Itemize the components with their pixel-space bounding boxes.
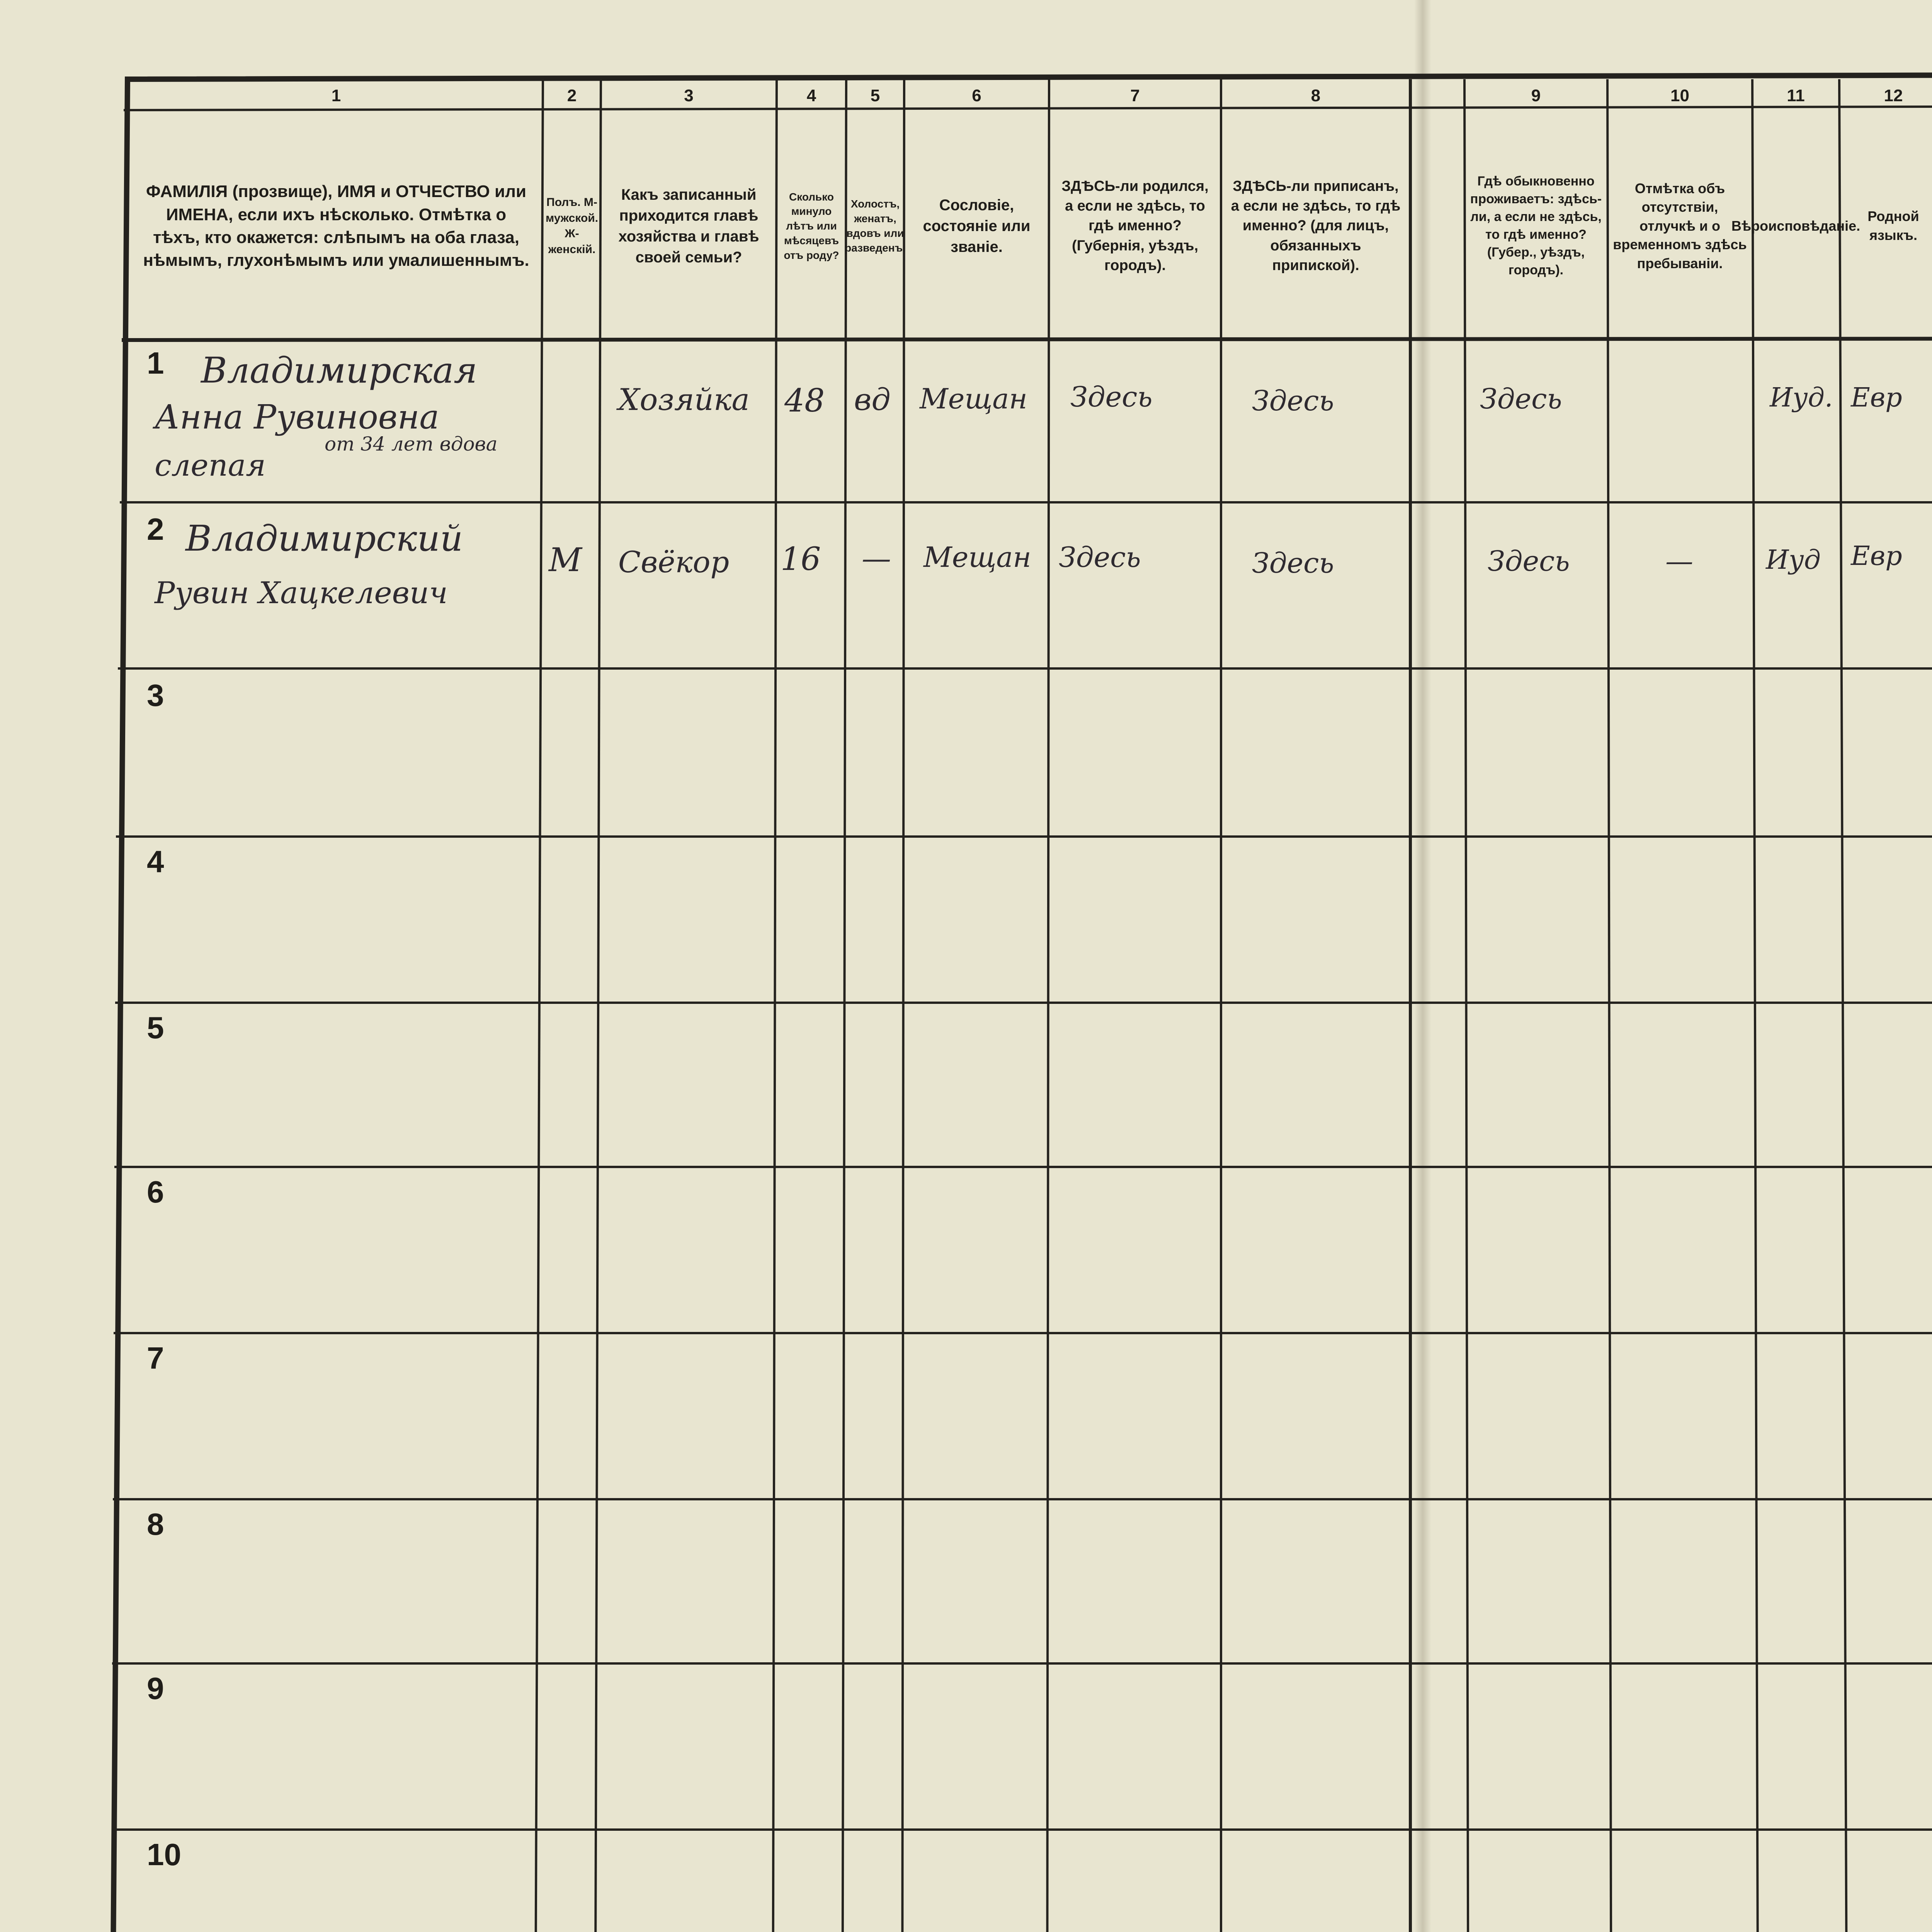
entry-1-registered: Здесь: [1252, 384, 1334, 417]
row-number-6: 6: [147, 1175, 164, 1209]
row-number-1: 1: [147, 346, 164, 380]
entry-2-estate: Мещан: [923, 541, 1031, 573]
col-number-3: 3: [684, 86, 694, 105]
col-number-12: 12: [1884, 86, 1903, 105]
entry-1-born: Здесь: [1070, 381, 1153, 413]
col-number-5: 5: [870, 86, 880, 105]
row-number-4: 4: [147, 844, 164, 879]
row-number-5: 5: [147, 1010, 164, 1045]
header-col-3-relation: Какъ записанный приходится главѣ хозяйства и главѣ своей семьи?: [618, 186, 759, 266]
entry-2-religion: Иуд: [1766, 545, 1821, 575]
header-col-11-religion: Вѣроисповѣданіе.: [1731, 218, 1861, 234]
row-number-10: 10: [147, 1837, 181, 1872]
entry-2-given-name: Рувин Хацкелевич: [155, 576, 448, 611]
entry-2-relation: Свёкор: [618, 545, 730, 579]
col-number-7: 7: [1130, 86, 1140, 105]
header-col-2-sex: Полъ. М-мужской. Ж-женскій.: [545, 196, 599, 256]
entry-2-surname: Владимирский: [185, 518, 463, 559]
row-number-2: 2: [147, 512, 164, 546]
entry-1-age: 48: [784, 383, 825, 419]
row-number-9: 9: [147, 1671, 164, 1706]
header-col-9-residence: Гдѣ обыкновенно проживаетъ: здѣсь-ли, а если не здѣсь, то гдѣ именно? (Губер., уѣздъ, городъ).: [1470, 174, 1602, 277]
entry-2-sex: М: [549, 541, 582, 579]
header-col-6-estate: Сословіе, состояніе или званіе.: [923, 197, 1031, 255]
entry-1-residence: Здесь: [1480, 383, 1562, 415]
entry-1-marital: вд: [854, 383, 891, 417]
entry-1-religion: Иуд.: [1770, 383, 1833, 413]
entry-2-born: Здесь: [1059, 541, 1141, 573]
entry-2-language: Евр: [1851, 541, 1902, 571]
entry-1-blind-note: слепая: [155, 448, 266, 483]
entry-1-given-name: Анна Рувиновна: [155, 398, 439, 437]
entry-2-age: 16: [781, 541, 821, 578]
header-col-12-language: Родной языкъ.: [1867, 208, 1919, 243]
entry-2-registered: Здесь: [1252, 547, 1334, 579]
row-number-7: 7: [147, 1341, 164, 1375]
entry-1-surname: Владимирская: [201, 350, 478, 391]
col-number-4: 4: [806, 86, 816, 105]
col-number-1: 1: [331, 86, 341, 105]
header-col-7-born: ЗДѢСЬ-ли родился, а если не здѣсь, то гдѣ именно? (Губернія, уѣздъ, городъ).: [1061, 178, 1209, 274]
col-number-2: 2: [567, 86, 577, 105]
header-col-4-age: Сколько минуло лѣтъ или мѣсяцевъ отъ роду?: [784, 190, 839, 261]
entry-1-relation: Хозяйка: [618, 383, 750, 417]
col-number-10: 10: [1670, 86, 1689, 105]
header-col-5-marital: Холостъ, женатъ, вдовъ или разведенъ.: [845, 198, 906, 254]
col-number-6: 6: [972, 86, 981, 105]
row-number-3: 3: [147, 678, 164, 713]
entry-1-language: Евр: [1851, 383, 1902, 413]
entry-2-residence: Здесь: [1488, 545, 1570, 577]
col-number-8: 8: [1311, 86, 1321, 105]
entry-1-widow-note: от 34 лет вдова: [325, 433, 498, 455]
header-col-8-registered: ЗДѢСЬ-ли приписанъ, а если не здѣсь, то гдѣ именно? (для лицъ, обязанныхъ припиской).: [1231, 178, 1401, 274]
entry-2-marital: —: [862, 541, 891, 575]
entry-2-absence: —: [1665, 545, 1693, 577]
col-number-9: 9: [1531, 86, 1541, 105]
header-col-1-name: ФАМИЛІЯ (прозвище), ИМЯ и ОТЧЕСТВО или ИМЕНА, если ихъ нѣсколько. Отмѣтка о тѣхъ, кто окажется: слѣпымъ на оба глаза, нѣмымъ, глухонѣмымъ или умалишеннымъ.: [143, 182, 529, 270]
col-number-11: 11: [1787, 86, 1805, 105]
row-number-8: 8: [147, 1507, 164, 1541]
header-col-10-absence: Отмѣтка объ отсутствіи, отлучкѣ и о временномъ здѣсь пребываніи.: [1613, 180, 1747, 271]
entry-1-estate: Мещан: [920, 383, 1027, 415]
